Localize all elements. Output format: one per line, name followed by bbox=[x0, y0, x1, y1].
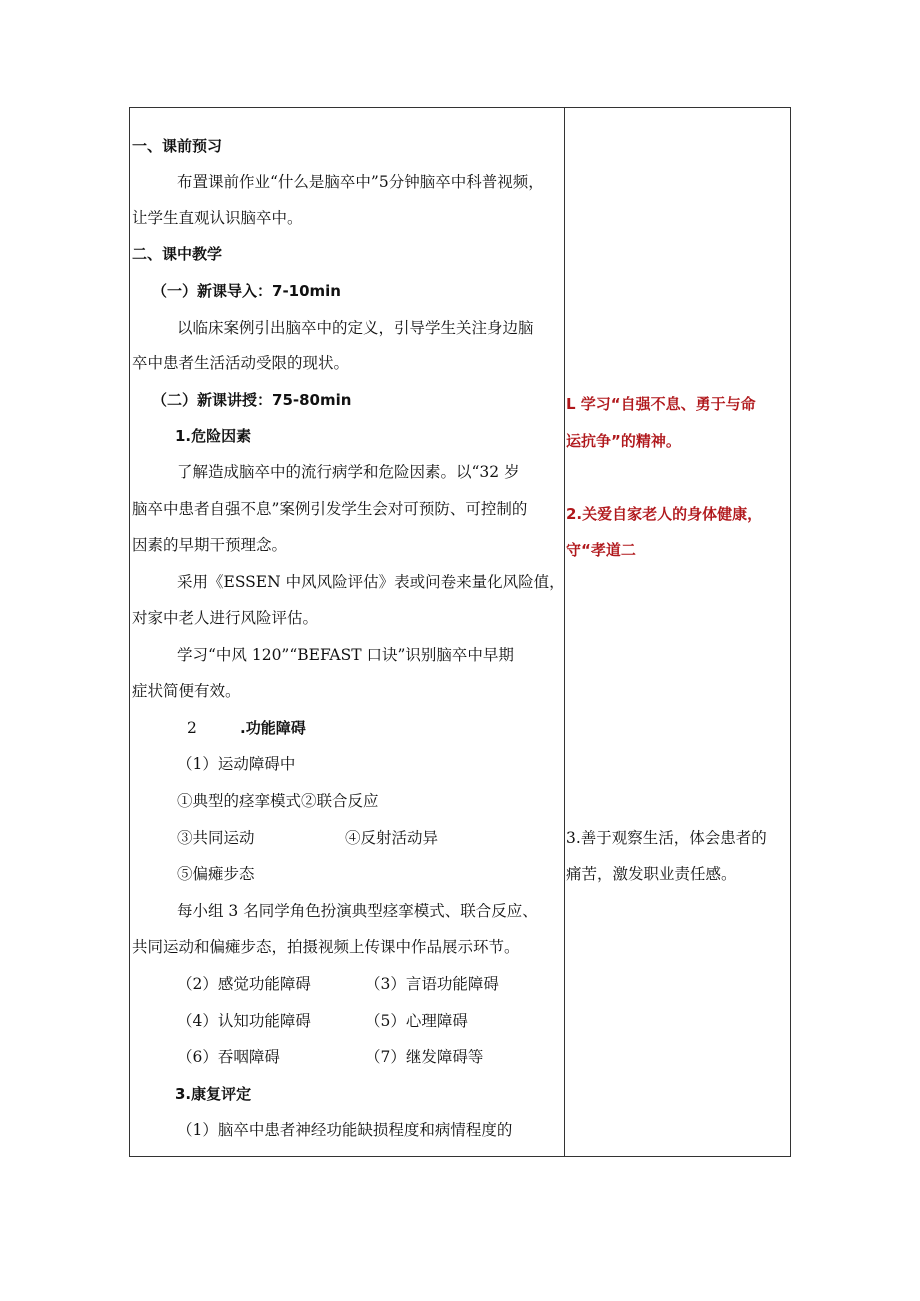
goal-note-1-cont: 运抗争”的精神。 bbox=[566, 432, 681, 450]
goal-note-3-cont: 痛苦，激发职业责任感。 bbox=[566, 865, 737, 883]
paragraph-line: 布置课前作业“什么是脑卒中”5分钟脑卒中科普视频， bbox=[177, 173, 544, 191]
paragraph-line: 共同运动和偏瘫步态，拍摄视频上传课中作品展示环节。 bbox=[132, 938, 520, 956]
list-item: （7）继发障碍等 bbox=[365, 1048, 484, 1066]
list-item: （4）认知功能障碍 bbox=[177, 1012, 311, 1030]
topic-heading-risk-factors: 1.危险因素 bbox=[175, 427, 252, 445]
list-item: （1）脑卒中患者神经功能缺损程度和病情程度的 bbox=[177, 1121, 513, 1139]
topic-heading-dysfunction: .功能障碍 bbox=[240, 719, 306, 737]
paragraph-line: 卒中患者生活活动受限的现状。 bbox=[132, 354, 350, 372]
goal-note-2-cont: 守“孝道二 bbox=[566, 541, 636, 559]
paragraph-line: 脑卒中患者自强不息”案例引发学生会对可预防、可控制的 bbox=[132, 500, 528, 518]
paragraph-line: 对家中老人进行风险评估。 bbox=[132, 609, 319, 627]
section-heading-preview: 一、课前预习 bbox=[132, 137, 223, 155]
list-item: （3）言语功能障碍 bbox=[365, 975, 499, 993]
list-item: ⑤偏瘫步态 bbox=[177, 865, 255, 883]
list-item: （5）心理障碍 bbox=[365, 1012, 468, 1030]
section-heading-teaching: 二、课中教学 bbox=[132, 245, 223, 263]
paragraph-line: 每小组 3 名同学角色扮演典型痉挛模式、联合反应、 bbox=[177, 902, 538, 920]
subsection-heading-intro: （一）新课导入：7-10min bbox=[152, 282, 341, 300]
topic-heading-assessment: 3.康复评定 bbox=[175, 1085, 252, 1103]
lesson-plan-table bbox=[129, 107, 791, 1157]
column-divider bbox=[564, 108, 565, 1156]
goal-note-1: L 学习“自强不息、勇于与命 bbox=[566, 395, 756, 413]
goal-note-2: 2.关爱自家老人的身体健康， bbox=[566, 505, 763, 523]
list-item: ①典型的痉挛模式②联合反应 bbox=[177, 792, 379, 810]
paragraph-line: 让学生直观认识脑卒中。 bbox=[132, 209, 303, 227]
paragraph-line: 以临床案例引出脑卒中的定义，引导学生关注身边脑 bbox=[177, 319, 534, 337]
list-item: ③共同运动 bbox=[177, 829, 255, 847]
list-item: ④反射活动异 bbox=[345, 829, 439, 847]
paragraph-line: 了解造成脑卒中的流行病学和危险因素。以“32 岁 bbox=[177, 463, 520, 481]
paragraph-line: 学习“中风 120”“BEFAST 口诀”识别脑卒中早期 bbox=[177, 646, 514, 664]
goal-note-3: 3.善于观察生活，体会患者的 bbox=[566, 829, 767, 847]
paragraph-line: 症状简便有效。 bbox=[132, 682, 241, 700]
topic-number: 2 bbox=[187, 719, 197, 737]
subsection-heading-lecture: （二）新课讲授：75-80min bbox=[152, 391, 352, 409]
list-item: （6）吞咽障碍 bbox=[177, 1048, 280, 1066]
paragraph-line: 因素的早期干预理念。 bbox=[132, 536, 288, 554]
list-item: （1）运动障碍中 bbox=[177, 755, 296, 773]
paragraph-line: 采用《ESSEN 中风风险评估》表或问卷来量化风险值， bbox=[177, 573, 565, 591]
list-item: （2）感觉功能障碍 bbox=[177, 975, 311, 993]
